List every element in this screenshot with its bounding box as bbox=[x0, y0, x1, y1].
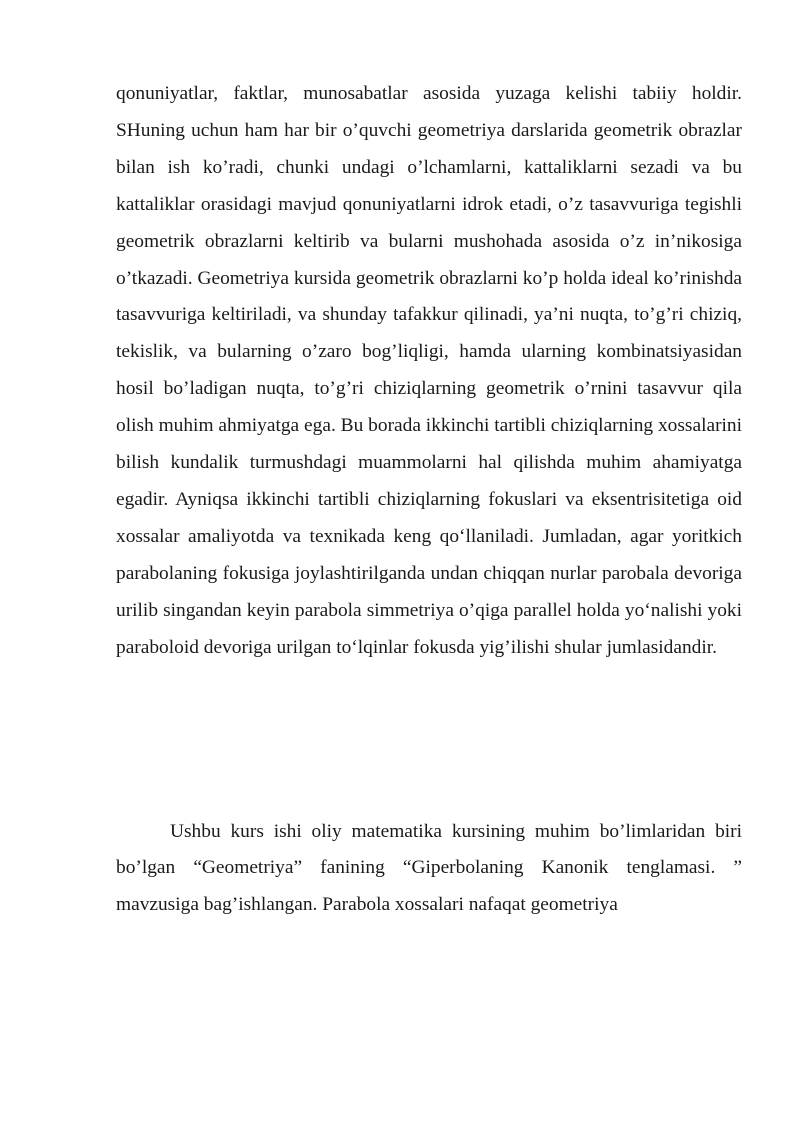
document-page bbox=[116, 76, 742, 924]
body-paragraph-1: qonuniyatlar, faktlar, munosabatlar asosida yuzaga kelishi tabiiy holdir. SHuning uchun ham har bir o’quvchi geometriya darslarida geometrik obrazlar bilan ish ko’radi, chunki undagi o’lchamlarni, kattaliklarni sezadi va bu kattaliklar orasidagi mavjud qonuniyatlarni idrok etadi, o’z tasavvuriga tegishli geometrik obrazlarni keltirib va bularni mushohada asosida o’z in’nikosiga o’tkazadi. Geometriya kursida geometrik obrazlarni ko’p holda ideal ko’rinishda tasavvuriga keltiriladi, va shunday tafakkur qilinadi, ya’ni nuqta, to’g’ri chiziq, tekislik, va bularning o’zaro bog’liqligi, hamda ularning kombinatsiyasidan hosil bo’ladigan nuqta, to’g’ri chiziqlarning geometrik o’rnini tasavvur qila olish muhim ahmiyatga ega. Bu borada ikkinchi tartibli chiziqlarning xossalarini bilish kundalik turmushdagi muammolarni hal qilishda muhim ahamiyatga egadir. Ayniqsa ikkinchi tartibli chiziqlarning fokuslari va eksentrisitetiga oid xossalar amaliyotda va texnikada keng qo‘llaniladi. Jumladan, agar yoritkich parabolaning fokusiga joylashtirilganda undan chiqqan nurlar parobala devoriga urilib singandan keyin parabola simmetriya o’qiga parallel holda yo‘nalishi yoki paraboloid devoriga urilgan to‘lqinlar fokusda yig’ilishi shular jumlasidandir. bbox=[116, 83, 742, 658]
body-paragraph-2: Ushbu kurs ishi oliy matematika kursining muhim bo’limlaridan biri bo’lgan “Geometriya” fanining “Giperbolaning Kanonik tenglamasi. ” mavzusiga bag’ishlangan. Parabola xossalari nafaqat geometriya bbox=[116, 820, 742, 916]
